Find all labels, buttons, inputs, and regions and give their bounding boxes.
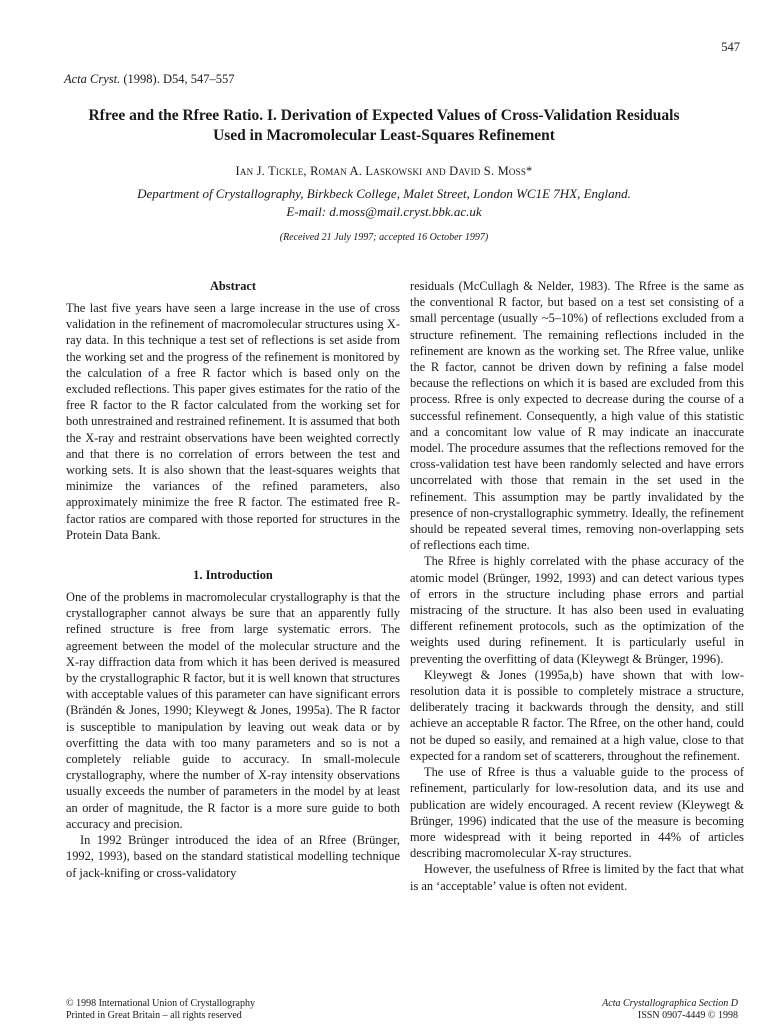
issn: ISSN 0907-4449 © 1998 xyxy=(637,1010,738,1021)
right-column xyxy=(410,278,744,894)
citation-details: (1998). D54, 547–557 xyxy=(123,72,235,86)
journal-section: Acta Crystallographica Section D xyxy=(602,998,738,1009)
introduction-paragraph-2: In 1992 Brünger introduced the idea of an Rfree (Brünger, 1992, 1993), based on the standard statistical modelling technique of jack-knifing or cross-validatory xyxy=(66,833,400,880)
title-line-1: Rfree and the Rfree Ratio. I. Derivation of Expected Values of Cross-Validation Residuals xyxy=(88,107,680,124)
page-number: 547 xyxy=(721,40,740,54)
journal-citation xyxy=(64,72,234,87)
left-column xyxy=(66,278,400,881)
right-paragraph-5: However, the usefulness of Rfree is limited by the fact that what is an ‘acceptable’ value is often not evident. xyxy=(410,862,744,893)
received-dates: (Received 21 July 1997; accepted 16 October 1997) xyxy=(279,232,489,243)
journal-name: Acta Cryst. xyxy=(64,72,121,86)
copyright-notice: © 1998 International Union of Crystallography xyxy=(66,998,255,1009)
right-paragraph-3: Kleywegt & Jones (1995a,b) have shown that with low-resolution data it is possible to completely mistrace a structure, deliberately tracing it backwards through the density, and still achieve an acceptable R factor. The Rfree, on the other hand, could not be duped so easily, and remained at a high value, close to that expected for a random set of scatterers, throughout the refinement. xyxy=(410,667,744,763)
footer-right xyxy=(602,998,738,1022)
authors: Ian J. Tickle, Roman A. Laskowski and David S. Moss* xyxy=(235,164,533,178)
right-paragraph-1: residuals (McCullagh & Nelder, 1983). The Rfree is the same as the conventional R factor, but based on a test set consisting of a small percentage (usually ~5–10%) of reflections excluded from a structure refinement. The remaining reflections included in the refinement are known as the working set. The Rfree value, unlike the R factor, cannot be driven down by refining a false model because the reflections on which it is based are excluded from this process. Rfree is only expected to decrease during the course of a successful refinement. Consequently, a high value of this statistic and a concomitant low value of R may indicate an inaccurate model. The procedure assumes that the reflections removed for the cross-validation test have been randomly selected and have errors uncorrelated with those that remain in the set used in the refinement. This assumption may be partly invalidated by the presence of non-crystallographic symmetry. Ideally, the refinement should be repeated several times, removing non-overlapping sets of reflections each time. xyxy=(410,279,744,553)
introduction-heading: 1. Introduction xyxy=(193,568,273,583)
abstract-heading: Abstract xyxy=(209,279,257,293)
title-line-2: Used in Macromolecular Least-Squares Refinement xyxy=(213,127,555,144)
abstract-text: The last five years have seen a large increase in the use of cross validation in the refinement of macromolecular structures using X-ray data. In this technique a test set of reflections is set aside from the working set and the progress of the refinement is monitored by the calculation of a free R factor which is based only on the excluded reflections. This paper gives estimates for the ratio of the free R factor to the R factor calculated from the working set for both unrestrained and restrained refinement. It is assumed that both the X-ray and restraint observations have been weighted correctly and that there is no correlation of errors between the test and working sets. It is also shown that the least-squares weights that minimize the variances of the refined parameters, also approximately minimize the free R factor. The estimated free R-factor ratios are compared with those reported for structures in the Protein Data Bank. xyxy=(66,301,400,542)
footer-left xyxy=(66,998,255,1022)
paper-title xyxy=(40,106,728,146)
right-paragraph-2: The Rfree is highly correlated with the phase accuracy of the atomic model (Brünger, 1992, 1993) and can detect various types of errors in the structure including phase errors and partial mistracing of the structure. It has also been used in evaluating different refinement protocols, such as the optimization of the weights used during refinement. It is particularly useful in preventing the overfitting of data (Kleywegt & Brünger, 1996). xyxy=(410,554,744,666)
right-paragraph-4: The use of Rfree is thus a valuable guide to the process of refinement, particularly for low-resolution data, and its use and publication are widely encouraged. A recent review (Kleywegt & Brünger, 1996) indicated that the use of the measure is becoming more widespread with it being reported in 44% of articles describing macromolecular X-ray structures. xyxy=(410,765,744,861)
affiliation-address: Department of Crystallography, Birkbeck College, Malet Street, London WC1E 7HX, England. xyxy=(137,186,631,201)
printed-notice: Printed in Great Britain – all rights reserved xyxy=(66,1010,242,1021)
affiliation xyxy=(40,185,728,221)
affiliation-email: E-mail: d.moss@mail.cryst.bbk.ac.uk xyxy=(286,204,482,219)
introduction-paragraph-1: One of the problems in macromolecular crystallography is that the crystallographer cannot always be sure that an apparently fully refined structure is free from large systematic errors. The agreement between the model of the molecular structure and the X-ray diffraction data from which it has been derived is measured by the crystallographic R factor, but it is well known that structures with acceptable values of this parameter can have significant errors (Brändén & Jones, 1990; Kleywegt & Jones, 1995a). The R factor is susceptible to manipulation by leaving out weak data or by overfitting the data with too many parameters and so is not a completely reliable guide to accuracy. In small-molecule crystallography, where the number of X-ray intensity observations usually exceeds the number of parameters in the model by at least an order of magnitude, the R factor is a more sure guide to both accuracy and precision. xyxy=(66,590,400,831)
